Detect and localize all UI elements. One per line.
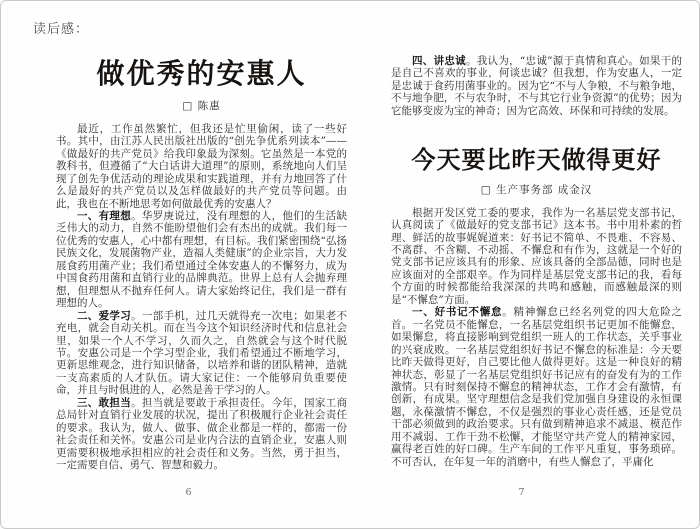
section-heading: 一、有理想: [77, 209, 132, 222]
article-title-left: 做优秀的安惠人: [96, 57, 307, 90]
section-heading: 一、好书记不懈怠: [412, 306, 503, 319]
paragraph: [56, 310, 347, 397]
paragraph: [56, 210, 347, 310]
page-number-left: 6: [185, 487, 192, 498]
paragraph-text: 。华罗庚说过，没有理想的人，他们的生活缺乏伟大的动力，自然不能盼望他们会有杰出的成就。我们每一位优秀的安惠人，心中都有理想，有目标。我们紧密围绕“弘扬民族文化，发展菌物产业，造福人类健康”的企业宗旨，大力发展食药用菌产业；我们希望通过全体安惠人的不懈努力，成为中国食药用菌和直销行业的品牌典范。世界上总有人会抛弃理想，但理想从不抛弃任何人。请大家始终记住，我们是一群有理想的人。: [56, 209, 347, 310]
article-author-left: □ 陈惠: [182, 99, 221, 112]
paragraph-text: 根据开发区党工委的要求，我作为一名基层党支部书记，认真阅读了《做最好的党支部书记》这本书。书中用朴素的哲理、鲜活的故事娓娓道来：好书记不简单、不畏难、不容易、不离群、不含糊、不动摇、不懈怠和有作为，这就是一个好的党支部书记应该具有的形象、应该具备的全部品德，同时也是应该面对的全部艰辛。作为同样是基层党支部书记的我，看每个方面的时候都能给我深深的共鸣和感触，而感触最深的则是“不懈怠”方面。: [391, 206, 682, 306]
right-page: [391, 55, 682, 504]
page-number-right: 7: [518, 487, 525, 498]
paragraph-text: 。精神懈怠已经名列党的四大危险之首。一名党员不能懈怠，一名基层党组织书记更加不能懈怠，如果懈怠，将直接影响到党组织一班人的工作状态，关乎事业的兴衰成败。一名基层党组织好书记不懈怠的标准是：今天要比昨天做得更好，自己要比他人做得更好。这是一种良好的精神状态，彰显了一名基层党组织好书记应有的奋发有为的工作激情。只有时刻保持不懈怠的精神状态，工作才会有激情，有创新，有成果。坚守理想信念是我们党加强自身建设的永恒课题，永葆激情不懈怠，不仅是强烈的事业心责任感，还是党员干部必须做到的政治要求。只有做到精神追求不减退、模范作用不减弱、工作干劲不松懈，才能坚守共产党人的精神家园，赢得老百姓的好口碑。生产车间的工作平凡重复，事务琐碎。不可否认，在年复一年的消磨中，有些人懈怠了，平庸化: [391, 306, 683, 468]
section-heading: 三、敢担当: [77, 396, 132, 409]
paragraph-text: 。我认为，“忠诚”源于真情和真心。如果干的是自己不喜欢的事业，何谈忠诚？但我想，作为安惠人，一定是忠诚于食药用菌事业的。因为它“不与人争粮，不与粮争地，不与地争肥，不与农争时，不与其它行业争资源”的优势；因为它能够变废为宝的神奇；因为它高效、环保和可持续的发展。: [391, 55, 682, 117]
reading-label: 读后感：: [33, 21, 90, 36]
article-title-right: 今天要比昨天做得更好: [411, 145, 662, 175]
paragraph-text: 。担当就是要敢于承担责任。今年，国家工商总局针对直销行业发展的状况，提出了积极履行企业社会责任的要求。我认为，做人、做事、做企业都是一样的，都需一份社会责任和关怀。安惠公司是业内合法的直销企业，安惠人则更需要积极地承担相应的社会责任和义务。当然，勇于担当，一定需要自信、勇气、智慧和毅力。: [56, 396, 347, 472]
paragraph: [391, 55, 682, 117]
paragraph: [56, 397, 347, 472]
paragraph: [56, 123, 347, 210]
paragraph-text: 。一部手机，过几天就得充一次电；如果老不充电，就会自动关机。而在当今这个知识经济时代和信息社会里，如果一个人不学习，久而久之，自然就会与这个时代脱节。安惠公司是一个学习型企业，我们希望通过不断地学习，更新思维观念，进行知识储备，以培养和谐的团队精神，造就一支高素质的人才队伍。请大家记住：一个能够肩负重要使命，并且与时俱进的人，必然是善于学习的人。: [56, 309, 347, 397]
section-heading: 二、爱学习: [77, 309, 132, 322]
paragraph: [391, 207, 682, 307]
article-author-right: □ 生产事务部 成金汉: [480, 183, 593, 196]
left-page: [56, 55, 347, 504]
paragraph-text: 最近，工作虽然繁忙，但我还是忙里偷闲，读了一些好书。其中，由江苏人民出版社出版的“创先争优系列读本”——《做最好的共产党员》给我印象最为深刻。它虽然是一本党的教科书，但遵循了“大白话讲大道理”的原则，系统地向人们呈现了创先争优活动的理论成果和实践道理，并有力地回答了什么是最好的共产党员以及怎样做最好的共产党员等问题。由此，我也在不断地思考如何做最优秀的安惠人？: [56, 122, 347, 210]
paragraph: [391, 306, 682, 468]
section-heading: 四、讲忠诚: [412, 55, 466, 67]
